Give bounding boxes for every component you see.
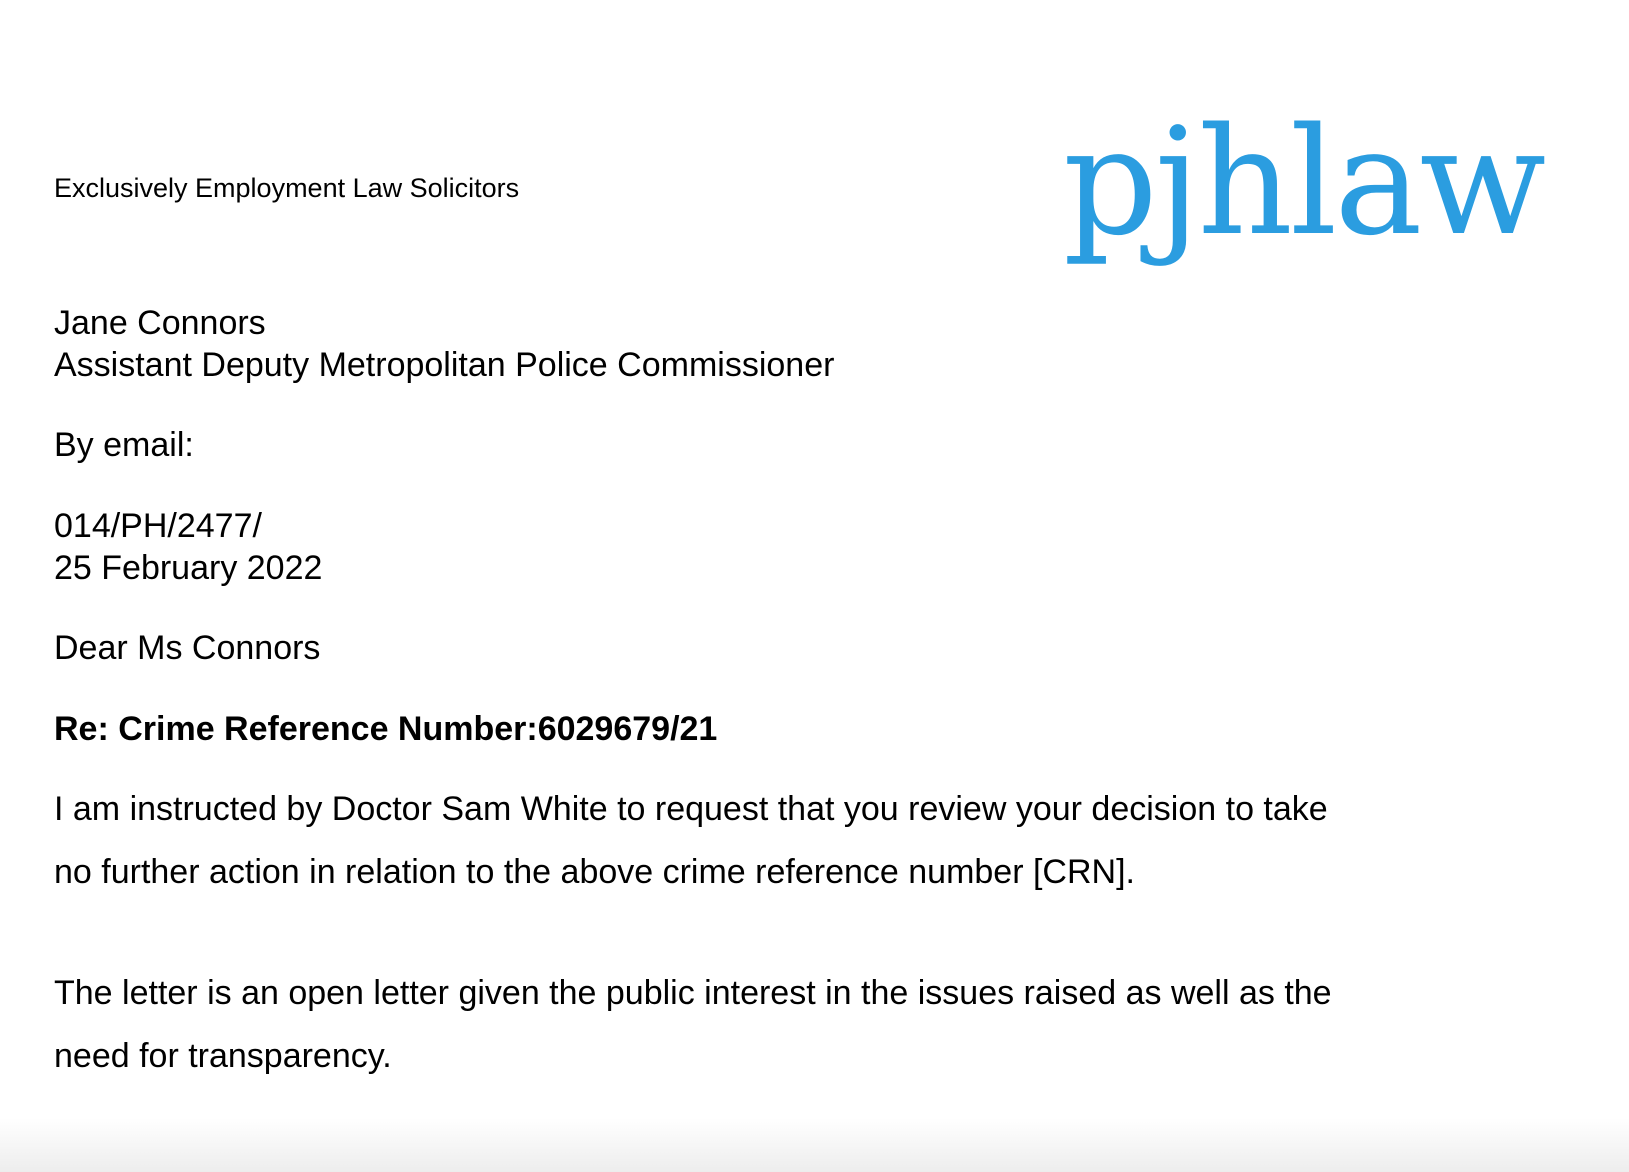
page-bottom-shadow	[0, 1118, 1629, 1172]
body-paragraph-2-line-1: The letter is an open letter given the public interest in the issues raised as well as the	[54, 974, 1332, 1012]
recipient-title: Assistant Deputy Metropolitan Police Commissioner	[54, 346, 835, 384]
body-paragraph-2	[54, 962, 1332, 1088]
subject-line: Re: Crime Reference Number:6029679/21	[54, 710, 718, 748]
body-paragraph-2-line-2: need for transparency.	[54, 1037, 392, 1075]
pjhlaw-logo: pjhlaw	[1063, 96, 1544, 268]
body-paragraph-1-line-1: I am instructed by Doctor Sam White to request that you review your decision to take	[54, 790, 1328, 828]
body-paragraph-1	[54, 778, 1328, 904]
salutation: Dear Ms Connors	[54, 629, 321, 667]
reference-block	[54, 505, 322, 589]
recipient-block	[54, 302, 834, 386]
recipient-name: Jane Connors	[54, 304, 266, 342]
body-paragraph-1-line-2: no further action in relation to the above crime reference number [CRN].	[54, 853, 1135, 891]
delivery-method: By email:	[54, 426, 194, 464]
letter-date: 25 February 2022	[54, 549, 323, 587]
firm-tagline: Exclusively Employment Law Solicitors	[54, 173, 520, 203]
reference-code: 014/PH/2477/	[54, 507, 262, 545]
